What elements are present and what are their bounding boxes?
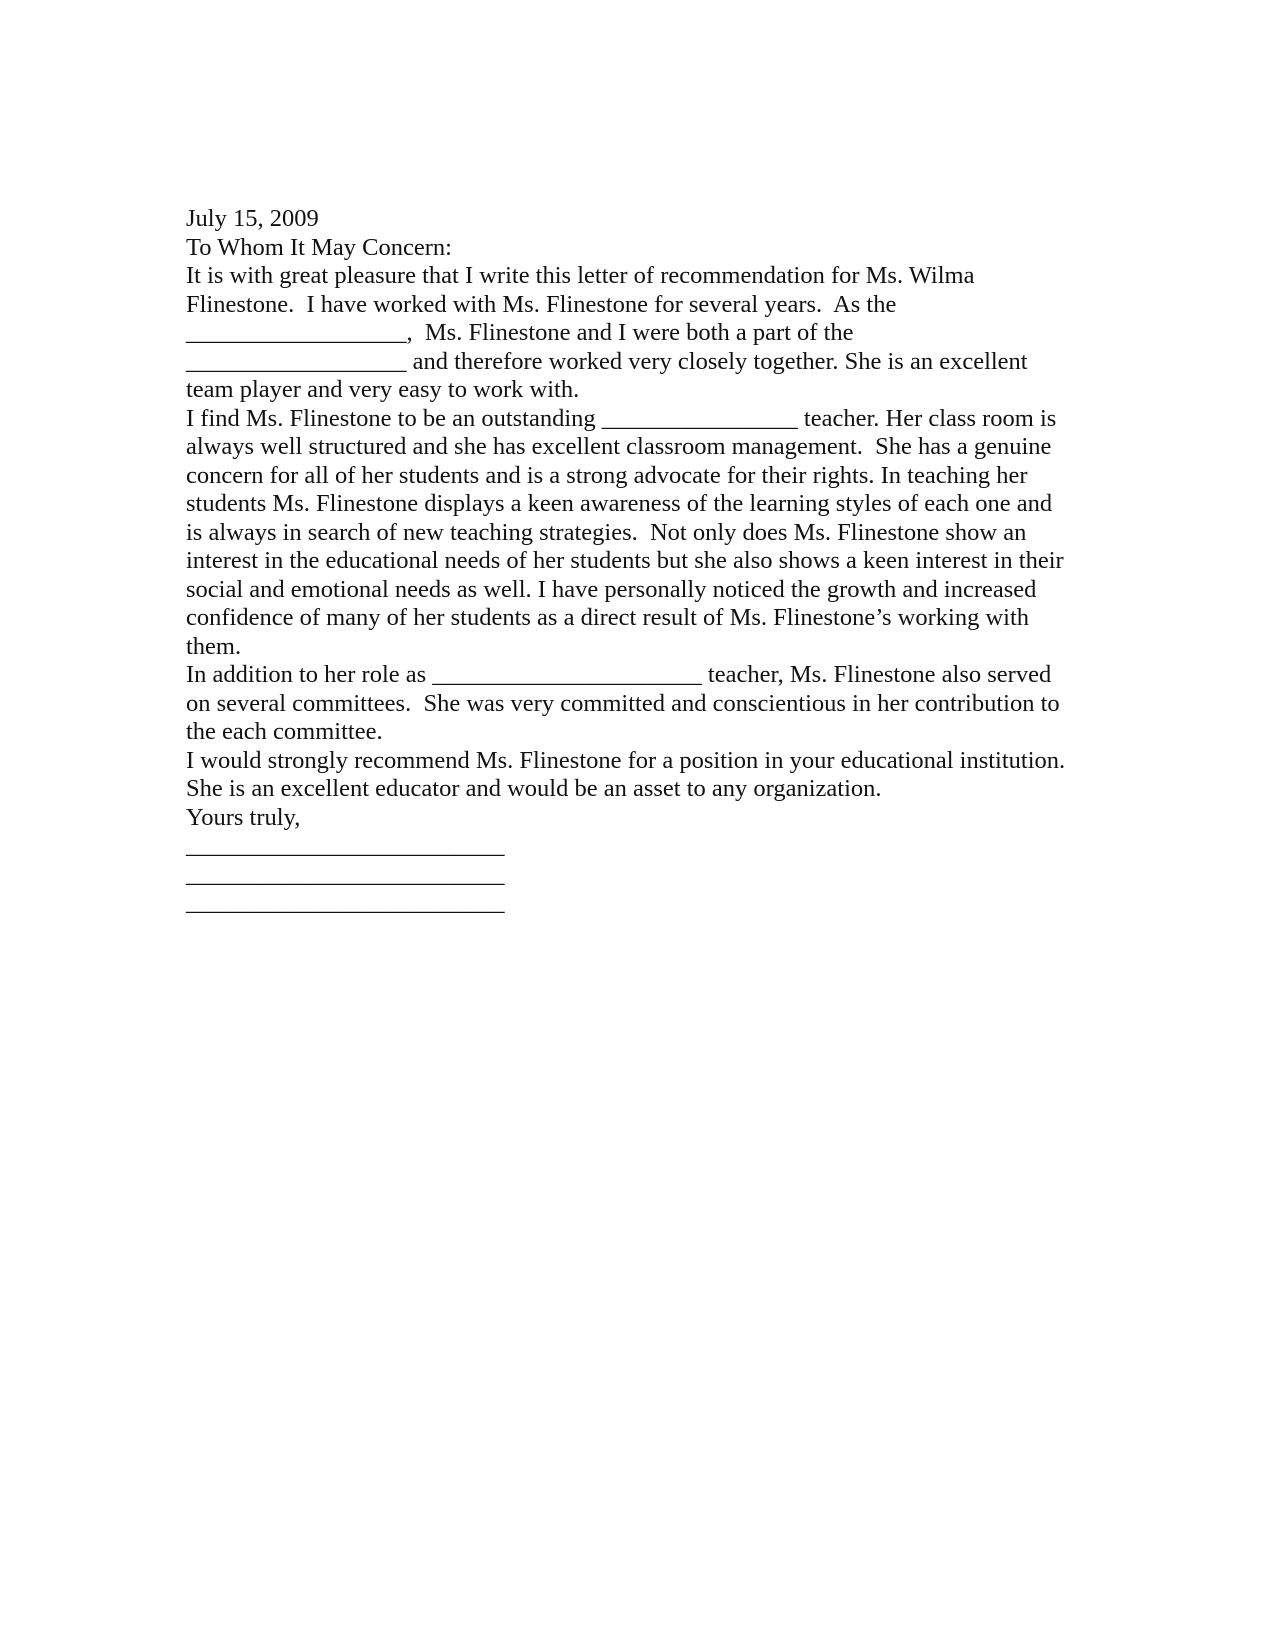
paragraph-recommendation: [186, 747, 1106, 804]
signature-block: [186, 832, 1106, 918]
letter-closing: Yours truly,: [186, 803, 301, 831]
recommendation-letter: [186, 205, 1106, 918]
paragraph-introduction: [186, 262, 1106, 405]
paragraph-line: I would strongly recommend Ms. Flinestone for a position in your educational institution.: [186, 746, 1066, 774]
paragraph-line: them.: [186, 632, 242, 660]
signature-line: __________________________: [186, 860, 505, 888]
paragraph-line: is always in search of new teaching strategies. Not only does Ms. Flinestone show an: [186, 518, 1027, 546]
paragraph-line: social and emotional needs as well. I have personally noticed the growth and increased: [186, 575, 1037, 603]
paragraph-line: concern for all of her students and is a strong advocate for their rights. In teaching her: [186, 461, 1028, 489]
paragraph-line: confidence of many of her students as a direct result of Ms. Flinestone’s working with: [186, 604, 1030, 631]
paragraph-line: interest in the educational needs of her students but she also shows a keen interest in their: [186, 547, 1064, 574]
paragraph-line: In addition to her role as ______________________ teacher, Ms. Flinestone also served: [186, 661, 1052, 688]
paragraph-line: She is an excellent educator and would be an asset to any organization.: [186, 775, 882, 802]
paragraph-line: always well structured and she has excellent classroom management. She has a genuine: [186, 433, 1052, 460]
signature-line: __________________________: [186, 832, 505, 859]
paragraph-teaching: [186, 405, 1106, 662]
letter-salutation: To Whom It May Concern:: [186, 233, 452, 261]
paragraph-line: I find Ms. Flinestone to be an outstanding ________________ teacher. Her class room is: [186, 404, 1057, 432]
letter-date: July 15, 2009: [186, 205, 319, 232]
paragraph-line: students Ms. Flinestone displays a keen awareness of the learning styles of each one and: [186, 490, 1053, 517]
paragraph-line: the each committee.: [186, 718, 383, 745]
paragraph-line: team player and very easy to work with.: [186, 376, 580, 403]
paragraph-line: on several committees. She was very committed and conscientious in her contribution to: [186, 689, 1060, 717]
paragraph-line: __________________ and therefore worked very closely together. She is an excellent: [186, 347, 1028, 375]
paragraph-line: Flinestone. I have worked with Ms. Flinestone for several years. As the: [186, 290, 897, 318]
paragraph-line: __________________, Ms. Flinestone and I were both a part of the: [186, 319, 854, 346]
signature-line: __________________________: [186, 889, 505, 916]
paragraph-line: It is with great pleasure that I write this letter of recommendation for Ms. Wilma: [186, 262, 975, 289]
paragraph-committees: [186, 661, 1106, 747]
